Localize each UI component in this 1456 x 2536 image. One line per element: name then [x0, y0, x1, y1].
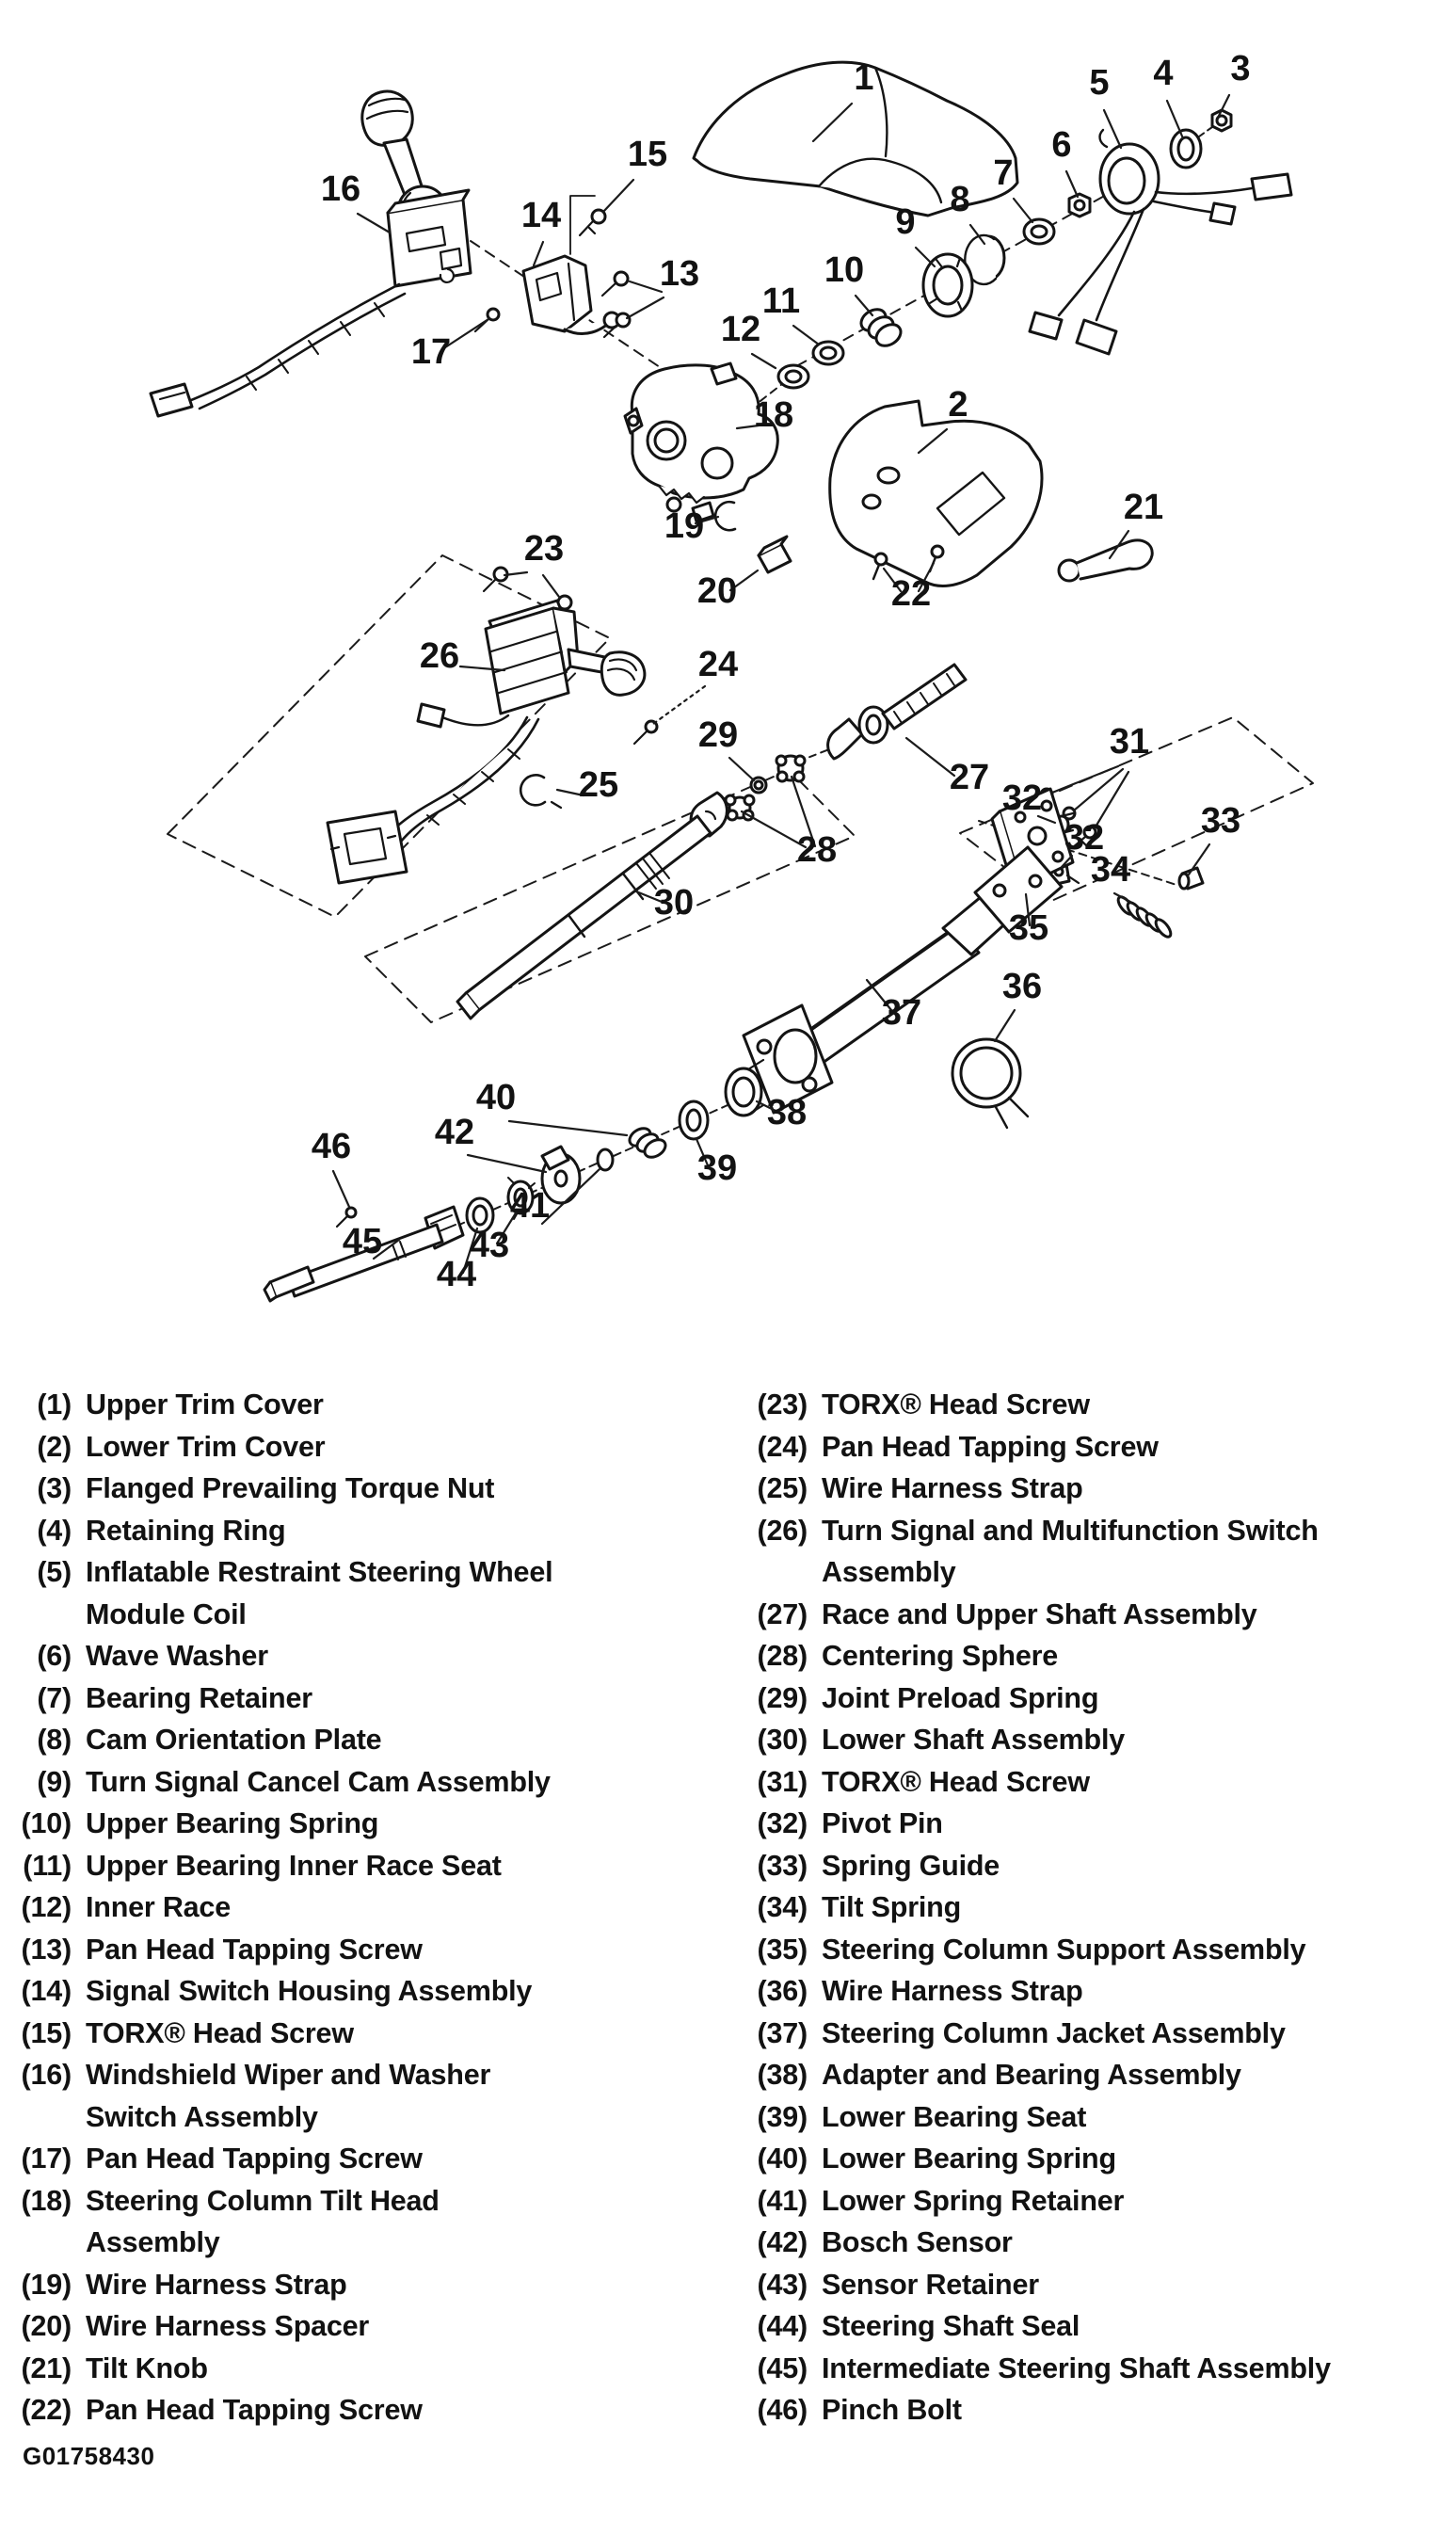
part-label: Centering Sphere	[822, 1640, 1059, 1672]
parts-list-item	[753, 1845, 1393, 1887]
callout-label: 32	[1001, 778, 1043, 818]
part-label: Upper Trim Cover	[86, 1388, 324, 1420]
callout-label: 31	[1109, 722, 1150, 762]
part-label: Wire Harness Spacer	[86, 2310, 370, 2342]
part-number: (43)	[757, 2268, 808, 2301]
callout-label: 37	[881, 993, 922, 1033]
part-number: (34)	[757, 1891, 808, 1923]
parts-list-item	[17, 1510, 619, 1552]
callout-label: 2	[948, 385, 968, 425]
callout-label: 35	[1008, 908, 1049, 948]
part-label: Lower Bearing Seat	[822, 2100, 1087, 2133]
parts-list-item	[753, 1426, 1393, 1469]
part-label: Adapter and Bearing Assembly	[822, 2059, 1241, 2091]
parts-list-item	[17, 1677, 619, 1720]
part-number: (3)	[37, 1472, 72, 1504]
callout-label: 30	[653, 883, 695, 923]
part-label: Sensor Retainer	[822, 2268, 1039, 2301]
part-number: (42)	[757, 2226, 808, 2258]
parts-list-item	[753, 2222, 1393, 2264]
parts-list-item	[753, 2054, 1393, 2096]
callout-label: 20	[696, 571, 738, 611]
parts-list-item	[17, 2348, 619, 2390]
parts-list-right-column	[753, 1384, 1393, 2432]
part-number: (23)	[757, 1388, 808, 1420]
part-label: Turn Signal and Multifunction Switch Assembly	[822, 1514, 1319, 1588]
part-number: (16)	[21, 2059, 72, 2091]
callout-label: 28	[796, 830, 838, 870]
part-number: (7)	[37, 1681, 72, 1714]
parts-list-item	[753, 1594, 1393, 1636]
part-number: (28)	[757, 1640, 808, 1672]
part-label: Cam Orientation Plate	[86, 1724, 382, 1756]
part-label: Upper Bearing Spring	[86, 1807, 379, 1839]
parts-list-item	[753, 2180, 1393, 2223]
part-label: Turn Signal Cancel Cam Assembly	[86, 1765, 551, 1798]
parts-list-item	[17, 1886, 619, 1929]
callout-label: 46	[311, 1127, 352, 1166]
part-number: (24)	[757, 1430, 808, 1463]
parts-list-item	[753, 2013, 1393, 2055]
part-label: Tilt Spring	[822, 1891, 962, 1923]
callout-label: 7	[993, 153, 1014, 193]
part-label: Pan Head Tapping Screw	[86, 2394, 423, 2426]
parts-list-item	[17, 2054, 619, 2138]
part-number: (5)	[37, 1556, 72, 1588]
parts-list-item	[17, 1551, 619, 1635]
part-number: (26)	[757, 1514, 808, 1547]
part-number: (38)	[757, 2059, 808, 2091]
callout-label: 11	[761, 281, 801, 321]
part-number: (39)	[757, 2100, 808, 2133]
parts-list-item	[17, 1635, 619, 1677]
callout-label: 27	[949, 758, 990, 797]
part-number: (22)	[21, 2394, 72, 2426]
part-label: Wire Harness Strap	[822, 1472, 1083, 1504]
part-number: (13)	[21, 1933, 72, 1966]
parts-list-item	[17, 1719, 619, 1761]
callout-label: 24	[697, 645, 739, 684]
part-label: Intermediate Steering Shaft Assembly	[822, 2351, 1331, 2384]
callout-label: 26	[419, 636, 460, 676]
part-label: Steering Column Tilt Head Assembly	[86, 2184, 440, 2258]
callout-label: 5	[1089, 63, 1110, 103]
part-label: Wire Harness Strap	[822, 1975, 1083, 2007]
callout-label: 6	[1051, 125, 1072, 165]
callout-label: 45	[342, 1222, 383, 1261]
callout-label: 39	[696, 1148, 738, 1188]
part-number: (30)	[757, 1724, 808, 1756]
parts-list-item	[17, 2389, 619, 2432]
part-number: (9)	[37, 1765, 72, 1798]
part-number: (20)	[21, 2310, 72, 2342]
part-number: (27)	[757, 1597, 808, 1630]
part-number: (33)	[757, 1849, 808, 1882]
parts-list-item	[753, 1929, 1393, 1971]
part-label: Lower Trim Cover	[86, 1430, 326, 1463]
callout-label: 25	[578, 765, 619, 805]
parts-list-item	[17, 1384, 619, 1426]
part-number: (8)	[37, 1724, 72, 1756]
part-number: (1)	[37, 1388, 72, 1420]
part-label: Upper Bearing Inner Race Seat	[86, 1849, 502, 1882]
parts-list-item	[753, 1510, 1393, 1594]
parts-list-item	[17, 1761, 619, 1804]
callout-label: 38	[766, 1093, 808, 1132]
figure-code: G01758430	[23, 2442, 155, 2470]
part-label: Tilt Knob	[86, 2351, 208, 2384]
part-number: (17)	[21, 2143, 72, 2175]
callout-label: 18	[753, 395, 794, 435]
part-label: Lower Spring Retainer	[822, 2184, 1125, 2217]
callout-label: 29	[697, 715, 739, 755]
callout-label: 14	[520, 196, 562, 235]
callout-label: 10	[824, 250, 865, 290]
parts-list-item	[17, 2138, 619, 2180]
part-number: (2)	[37, 1430, 72, 1463]
callout-label: 17	[410, 332, 452, 372]
part-label: Spring Guide	[822, 1849, 1000, 1882]
part-label: Inner Race	[86, 1891, 231, 1923]
parts-list-item	[753, 2096, 1393, 2139]
part-number: (11)	[23, 1849, 72, 1882]
part-number: (10)	[21, 1807, 72, 1839]
part-label: TORX® Head Screw	[822, 1765, 1090, 1798]
callout-label: 16	[320, 169, 361, 209]
part-number: (12)	[21, 1891, 72, 1923]
parts-list-item	[753, 2264, 1393, 2306]
callout-label: 43	[469, 1226, 510, 1265]
callout-label: 32	[1064, 818, 1105, 858]
parts-list-item	[753, 1468, 1393, 1510]
part-number: (46)	[757, 2394, 808, 2426]
part-label: Pan Head Tapping Screw	[86, 2143, 423, 2175]
callout-label: 36	[1001, 967, 1043, 1006]
parts-list-item	[17, 1426, 619, 1469]
parts-list-item	[753, 1886, 1393, 1929]
part-label: Lower Shaft Assembly	[822, 1724, 1125, 1756]
part-label: Wire Harness Strap	[86, 2268, 347, 2301]
part-label: Flanged Prevailing Torque Nut	[86, 1472, 495, 1504]
parts-list-item	[17, 2013, 619, 2055]
callout-label: 15	[627, 135, 668, 174]
parts-list-item	[753, 1803, 1393, 1845]
part-label: Joint Preload Spring	[822, 1681, 1099, 1714]
part-label: Bearing Retainer	[86, 1681, 312, 1714]
part-number: (44)	[757, 2310, 808, 2342]
callout-label: 4	[1153, 54, 1174, 93]
parts-list-item	[753, 2389, 1393, 2432]
callout-label: 40	[475, 1078, 517, 1117]
parts-list-item	[753, 1761, 1393, 1804]
parts-list-item	[17, 1468, 619, 1510]
callout-label: 13	[659, 254, 700, 294]
parts-list-item	[753, 1719, 1393, 1761]
part-label: Steering Column Jacket Assembly	[822, 2016, 1286, 2049]
part-number: (37)	[757, 2016, 808, 2049]
parts-list-item	[753, 2138, 1393, 2180]
part-label: Pinch Bolt	[822, 2394, 962, 2426]
part-number: (21)	[21, 2351, 72, 2384]
callout-label: 34	[1090, 850, 1131, 890]
part-number: (25)	[757, 1472, 808, 1504]
callout-label: 3	[1230, 49, 1251, 88]
parts-list-item	[17, 2264, 619, 2306]
parts-list-item	[17, 1970, 619, 2013]
part-label: Inflatable Restraint Steering Wheel Module Coil	[86, 1556, 553, 1630]
part-label: TORX® Head Screw	[822, 1388, 1090, 1420]
parts-list-item	[17, 1929, 619, 1971]
part-label: Pan Head Tapping Screw	[86, 1933, 423, 1966]
part-label: Steering Shaft Seal	[822, 2310, 1080, 2342]
part-number: (45)	[757, 2351, 808, 2384]
callout-label: 12	[720, 310, 761, 349]
callout-label: 8	[950, 180, 970, 219]
parts-list-item	[17, 1803, 619, 1845]
part-label: Bosch Sensor	[822, 2226, 1013, 2258]
part-label: Race and Upper Shaft Assembly	[822, 1597, 1257, 1630]
part-label: Pan Head Tapping Screw	[822, 1430, 1159, 1463]
part-number: (32)	[757, 1807, 808, 1839]
callout-label: 9	[895, 202, 916, 242]
part-number: (4)	[37, 1514, 72, 1547]
parts-list-item	[753, 1970, 1393, 2013]
parts-list-item	[17, 2180, 619, 2264]
parts-list-item	[753, 1677, 1393, 1720]
parts-list-item	[753, 2348, 1393, 2390]
part-number: (15)	[21, 2016, 72, 2049]
parts-list-item	[753, 1635, 1393, 1677]
callout-label: 1	[854, 58, 874, 98]
part-label: Steering Column Support Assembly	[822, 1933, 1306, 1966]
callout-label: 33	[1200, 801, 1241, 841]
part-label: Pivot Pin	[822, 1807, 943, 1839]
callout-label: 19	[664, 506, 705, 546]
part-label: TORX® Head Screw	[86, 2016, 354, 2049]
part-number: (41)	[757, 2184, 808, 2217]
callout-label: 21	[1123, 488, 1164, 527]
parts-list-left-column	[17, 1384, 619, 2432]
part-number: (36)	[757, 1975, 808, 2007]
parts-list-item	[753, 1384, 1393, 1426]
part-label: Retaining Ring	[86, 1514, 286, 1547]
part-label: Windshield Wiper and Washer Switch Assembly	[86, 2059, 491, 2133]
part-label: Wave Washer	[86, 1640, 268, 1672]
part-label: Lower Bearing Spring	[822, 2143, 1116, 2175]
part-number: (19)	[21, 2268, 72, 2301]
part-number: (14)	[21, 1975, 72, 2007]
part-number: (6)	[37, 1640, 72, 1672]
part-number: (35)	[757, 1933, 808, 1966]
callout-label: 23	[523, 529, 565, 569]
part-number: (31)	[757, 1765, 808, 1798]
parts-list-item	[17, 1845, 619, 1887]
part-number: (18)	[21, 2184, 72, 2217]
callout-label: 42	[434, 1113, 475, 1152]
callout-label: 41	[509, 1186, 551, 1226]
parts-list-item	[17, 2305, 619, 2348]
part-number: (29)	[757, 1681, 808, 1714]
callout-label: 22	[890, 574, 932, 614]
part-number: (40)	[757, 2143, 808, 2175]
part-label: Signal Switch Housing Assembly	[86, 1975, 533, 2007]
callout-label: 44	[436, 1255, 477, 1294]
parts-list-item	[753, 2305, 1393, 2348]
